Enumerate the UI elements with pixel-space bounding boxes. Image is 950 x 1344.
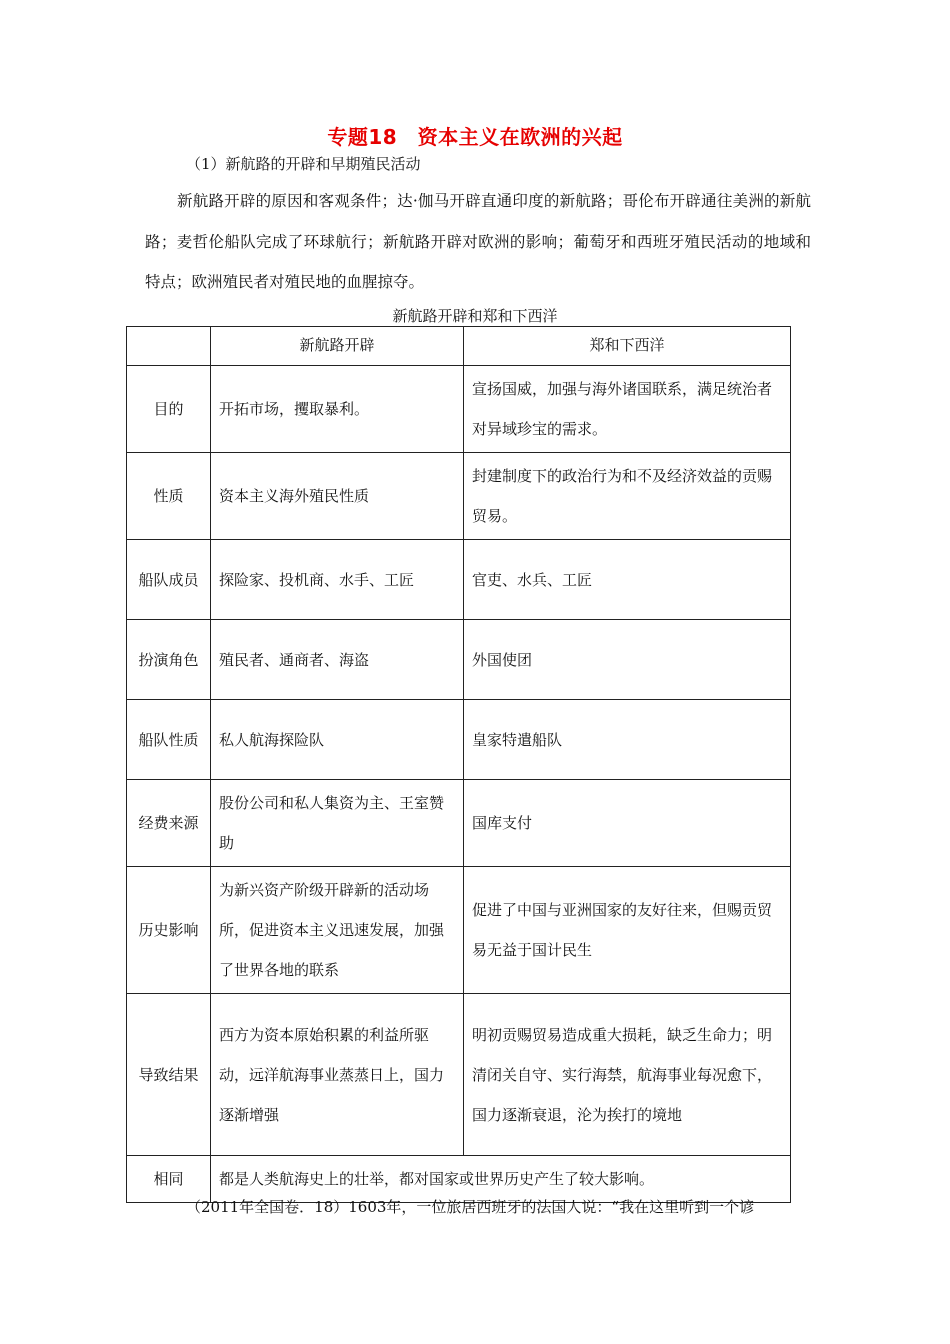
cell-zheng-he: 宣扬国威，加强与海外诸国联系，满足统治者对异域珍宝的需求。 — [464, 366, 791, 453]
cell-zheng-he: 外国使团 — [464, 620, 791, 700]
row-label: 历史影响 — [127, 867, 211, 994]
table-row — [127, 620, 791, 700]
cell-new-routes: 开拓市场，攫取暴利。 — [211, 366, 464, 453]
cell-new-routes: 股份公司和私人集资为主、王室赞助 — [211, 780, 464, 867]
table-row — [127, 780, 791, 867]
table-row — [127, 366, 791, 453]
header-cell-zheng-he: 郑和下西洋 — [464, 327, 791, 366]
table-row — [127, 867, 791, 994]
table-row — [127, 540, 791, 620]
row-label: 船队成员 — [127, 540, 211, 620]
cell-zheng-he: 明初贡赐贸易造成重大损耗，缺乏生命力；明清闭关自守、实行海禁，航海事业每况愈下，国力逐渐衰退，沦为挨打的境地 — [464, 994, 791, 1156]
intro-paragraph: 新航路开辟的原因和客观条件；达·伽马开辟直通印度的新航路；哥伦布开辟通往美洲的新航路；麦哲伦船队完成了环球航行；新航路开辟对欧洲的影响；葡萄牙和西班牙殖民活动的地域和特点；欧洲殖民者对殖民地的血腥掠夺。 — [145, 192, 811, 291]
table-row — [127, 453, 791, 540]
cell-zheng-he: 国库支付 — [464, 780, 791, 867]
cell-zheng-he: 封建制度下的政治行为和不及经济效益的贡赐贸易。 — [464, 453, 791, 540]
cell-new-routes: 资本主义海外殖民性质 — [211, 453, 464, 540]
table-row — [127, 994, 791, 1156]
table-header-row — [127, 327, 791, 366]
cell-new-routes: 私人航海探险队 — [211, 700, 464, 780]
header-cell-empty — [127, 327, 211, 366]
cell-same: 都是人类航海史上的壮举，都对国家或世界历史产生了较大影响。 — [211, 1156, 791, 1203]
section-heading: （1）新航路的开辟和早期殖民活动 — [186, 155, 421, 173]
question-text: （2011年全国卷．18）1603年，一位旅居西班牙的法国人说：“我在这里听到一个谚 — [186, 1198, 755, 1216]
row-label: 扮演角色 — [127, 620, 211, 700]
row-label: 经费来源 — [127, 780, 211, 867]
cell-new-routes: 西方为资本原始积累的利益所驱动，远洋航海事业蒸蒸日上，国力逐渐增强 — [211, 994, 464, 1156]
cell-new-routes: 探险家、投机商、水手、工匠 — [211, 540, 464, 620]
cell-zheng-he: 促进了中国与亚洲国家的友好往来，但赐贡贸易无益于国计民生 — [464, 867, 791, 994]
row-label: 导致结果 — [127, 994, 211, 1156]
cell-zheng-he: 官吏、水兵、工匠 — [464, 540, 791, 620]
table-caption: 新航路开辟和郑和下西洋 — [392, 307, 558, 325]
table-row — [127, 700, 791, 780]
row-label: 船队性质 — [127, 700, 211, 780]
cell-zheng-he: 皇家特遣船队 — [464, 700, 791, 780]
row-label: 相同 — [127, 1156, 211, 1203]
comparison-table — [126, 326, 791, 1203]
cell-new-routes: 殖民者、通商者、海盗 — [211, 620, 464, 700]
row-label: 性质 — [127, 453, 211, 540]
row-label: 目的 — [127, 366, 211, 453]
page-title: 专题18 资本主义在欧洲的兴起 — [327, 125, 623, 149]
cell-new-routes: 为新兴资产阶级开辟新的活动场所，促进资本主义迅速发展，加强了世界各地的联系 — [211, 867, 464, 994]
header-cell-new-routes: 新航路开辟 — [211, 327, 464, 366]
